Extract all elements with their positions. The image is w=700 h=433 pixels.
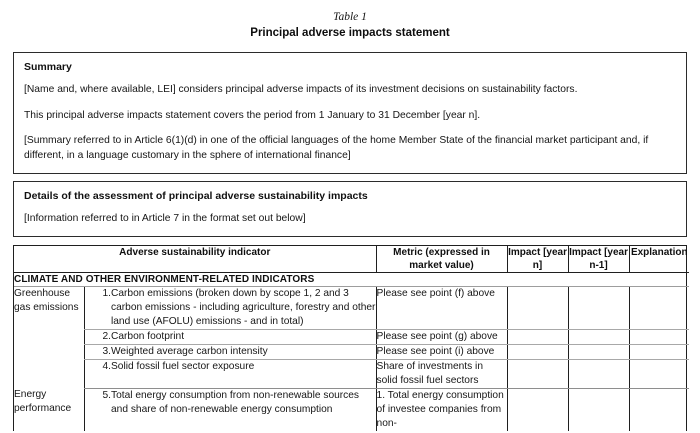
table-row <box>14 286 689 329</box>
row-number: 1. <box>84 286 111 329</box>
header-cell-metric: Metric (expressed in market value) <box>376 246 507 273</box>
table-row <box>14 329 689 344</box>
table-row <box>14 388 689 431</box>
row-indicator-text: Carbon footprint <box>111 329 376 344</box>
details-paragraph-1: [Information referred to in Article 7 in the format set out below] <box>24 213 306 224</box>
summary-paragraph-2: This principal adverse impacts statement covers the period from 1 January to 31 December [year n]. <box>24 109 481 121</box>
pai-table-container <box>13 245 687 431</box>
row-indicator-text: Solid fossil fuel sector exposure <box>111 359 376 388</box>
summary-heading: Summary <box>24 61 72 73</box>
header-cell-impact-n1: Impact [year n-1] <box>569 246 628 271</box>
row-metric: 1. Total energy consumption of investee companies from non- <box>376 388 507 431</box>
indicator-cell-greenhouse: Greenhouse gas emissions <box>14 287 79 313</box>
table-label: Table 1 <box>333 11 367 23</box>
row-number: 4. <box>84 359 111 388</box>
row-explanation <box>629 286 689 329</box>
row-metric: Share of investments in solid fossil fuel sectors <box>376 359 507 388</box>
table-header-row <box>14 246 689 273</box>
row-explanation <box>629 344 689 359</box>
header-cell-indicator: Adverse sustainability indicator <box>14 246 376 273</box>
table-section-row <box>14 272 689 286</box>
row-impact-n1 <box>568 388 629 431</box>
indicator-cell-energy: Energy performance <box>14 389 72 414</box>
row-impact-n <box>507 388 568 431</box>
summary-paragraph-1: [Name and, where available, LEI] considers principal adverse impacts of its investment decisions on sustainability factors. <box>24 84 578 95</box>
row-impact-n1 <box>568 359 629 388</box>
row-metric: Please see point (i) above <box>376 344 507 359</box>
row-impact-n1 <box>568 344 629 359</box>
row-impact-n1 <box>568 286 629 329</box>
header-cell-explanation: Explanation <box>629 246 689 273</box>
title-block <box>0 0 700 41</box>
section-title-climate: CLIMATE AND OTHER ENVIRONMENT-RELATED INDICATORS <box>14 272 689 286</box>
row-impact-n <box>507 286 568 329</box>
row-indicator-text: Carbon emissions (broken down by scope 1, 2 and 3 carbon emissions - including agriculture, forestry and other land use (AFOLU) emissions - and in total) <box>111 286 376 329</box>
page-title: Principal adverse impacts statement <box>250 27 450 39</box>
row-number: 5. <box>84 388 111 431</box>
row-indicator-text: Weighted average carbon intensity <box>111 344 376 359</box>
row-impact-n1 <box>568 329 629 344</box>
row-impact-n <box>507 359 568 388</box>
table-row <box>14 344 689 359</box>
row-explanation <box>629 329 689 344</box>
row-impact-n <box>507 344 568 359</box>
summary-box <box>13 52 687 174</box>
row-metric: Please see point (f) above <box>376 286 507 329</box>
details-box <box>13 181 687 237</box>
row-metric: Please see point (g) above <box>376 329 507 344</box>
details-heading: Details of the assessment of principal adverse sustainability impacts <box>24 190 368 202</box>
row-number: 3. <box>84 344 111 359</box>
table-row <box>14 359 689 388</box>
row-impact-n <box>507 329 568 344</box>
row-explanation <box>629 359 689 388</box>
header-cell-impact-n: Impact [year n] <box>508 246 567 271</box>
row-explanation <box>629 388 689 431</box>
pai-table <box>14 246 689 431</box>
row-indicator-text: Total energy consumption from non-renewable sources and share of non-renewable energy consumption <box>111 389 360 415</box>
row-number: 2. <box>84 329 111 344</box>
summary-paragraph-3: [Summary referred to in Article 6(1)(d) in one of the official languages of the home Member State of the financial market participant and, if different, in a language customary in the sphere of international finance] <box>24 135 649 161</box>
